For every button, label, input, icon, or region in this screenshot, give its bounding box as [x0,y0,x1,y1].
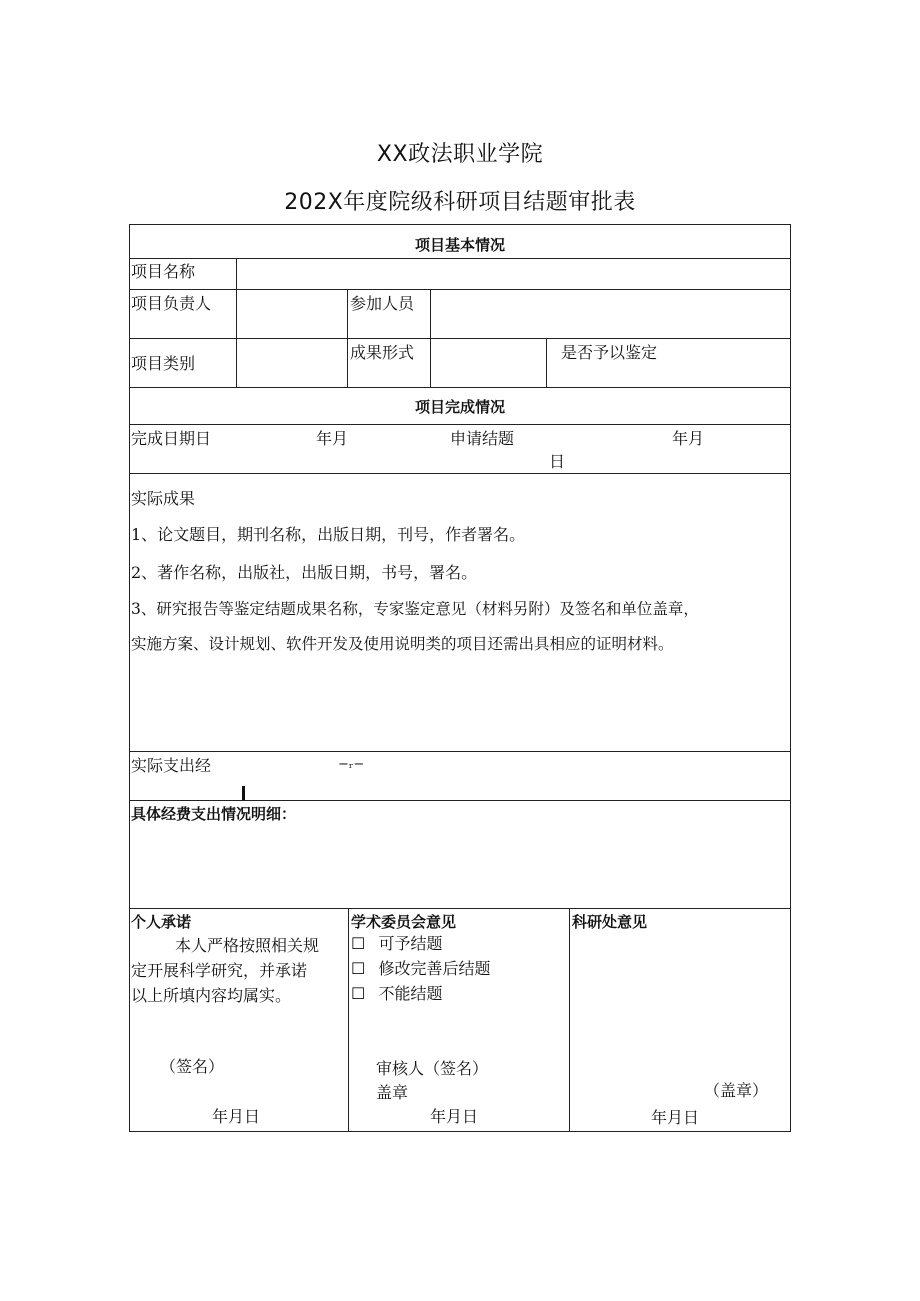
pledge-text-line3: 以上所填内容均属实。 [131,986,292,1005]
checkbox-icon[interactable]: ☐ [351,984,366,1003]
result-item-3-line1: 3、研究报告等鉴定结题成果名称，专家鉴定意见（材料另附）及签名和单位盖章， [131,600,699,618]
col-divider [348,908,349,1132]
row-divider [129,908,791,909]
committee-seal: 盖章 [376,1083,409,1102]
project-category-field[interactable] [238,340,345,385]
finish-date-label: 完成日期日 [131,429,212,448]
result-item-2: 2、著作名称，出版社，出版日期，书号，署名。 [131,563,478,582]
committee-title: 学术委员会意见 [351,913,457,931]
project-leader-label: 项目负责人 [131,294,212,313]
col-divider [430,289,431,388]
row-divider [129,800,791,801]
output-form-field[interactable] [432,340,544,385]
apply-closure-label: 申请结题 [450,429,515,448]
committee-date: 年月日 [430,1107,479,1126]
research-office-seal: （盖章） [704,1081,769,1100]
section-completion-title: 项目完成情况 [414,398,505,416]
row-divider [129,473,791,474]
expense-mark: −ᵣ− [338,757,365,772]
table-border-right [790,224,791,1132]
pledge-date: 年月日 [212,1107,261,1126]
col-divider [347,289,348,388]
table-border-bottom [129,1131,791,1132]
col-divider [546,338,547,388]
actual-expense-label: 实际支出经 [131,756,212,775]
pledge-text-line1: 本人严格按照相关规 [175,936,320,955]
finish-date-ym: 年月 [316,429,349,448]
option-reject[interactable] [351,984,442,1003]
option-revise[interactable] [351,959,490,978]
option-reject-label: 不能结题 [378,984,443,1003]
apply-closure-ym: 年月 [672,429,705,448]
option-approve[interactable] [351,934,442,953]
pledge-title: 个人承诺 [131,913,192,931]
project-category-label: 项目类别 [131,354,196,373]
pledge-text-line2: 定开展科学研究，并承诺 [131,961,308,980]
expense-detail-label: 具体经费支出情况明细： [131,805,297,823]
option-revise-label: 修改完善后结题 [378,959,491,978]
row-divider [129,424,791,425]
table-border-left [129,224,130,1132]
option-approve-label: 可予结题 [378,934,443,953]
members-label: 参加人员 [350,294,415,313]
row-divider [129,289,791,290]
checkbox-icon[interactable]: ☐ [351,934,366,953]
row-divider [129,338,791,339]
apply-closure-day: 日 [549,452,566,471]
institution-title: XX政法职业学院 [376,142,544,167]
project-leader-field[interactable] [238,291,345,336]
pledge-signature: （签名） [160,1057,225,1076]
appraise-label: 是否予以鉴定 [561,343,658,362]
reviewer-signature: 审核人（签名） [376,1059,489,1078]
output-form-label: 成果形式 [350,343,415,362]
result-item-3-line2: 实施方案、设计规划、软件开发及使用说明类的项目还需出具相应的证明材料。 [131,635,674,653]
checkbox-icon[interactable]: ☐ [351,959,366,978]
actual-results-label: 实际成果 [131,489,196,508]
row-divider [129,387,791,388]
project-name-label: 项目名称 [131,262,196,281]
col-divider [569,908,570,1132]
row-divider [129,258,791,259]
research-office-title: 科研处意见 [572,913,648,931]
research-office-date: 年月日 [651,1108,700,1127]
expense-detail-field[interactable] [131,826,788,906]
result-item-1: 1、论文题目，期刊名称，出版日期，刊号，作者署名。 [131,525,526,544]
project-name-field[interactable] [238,260,788,287]
col-divider [236,258,237,388]
members-field[interactable] [432,291,788,336]
row-divider [129,751,791,752]
cursor-mark-icon [242,786,245,800]
section-basic-title: 项目基本情况 [414,236,505,254]
form-title: 202X年度院级科研项目结题审批表 [284,190,636,215]
table-border-top [129,224,791,225]
